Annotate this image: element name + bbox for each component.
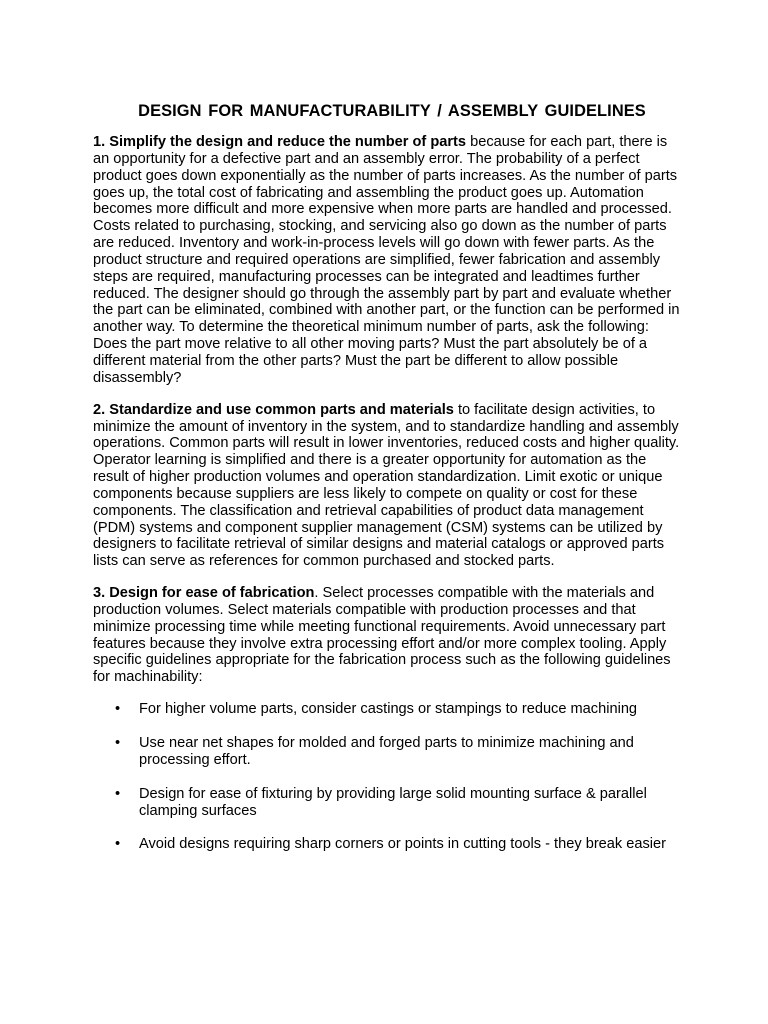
section-2-paragraph xyxy=(93,402,683,570)
list-item xyxy=(93,836,683,853)
list-item-text: Design for ease of fixturing by providing large solid mounting surface & parallel clamping surfaces xyxy=(139,785,647,819)
document-page xyxy=(93,102,683,870)
section-1-paragraph xyxy=(93,134,683,387)
section-2-heading: 2. Standardize and use common parts and materials xyxy=(93,401,454,418)
section-2-body: to facilitate design activities, to minimize the amount of inventory in the system, and to standardize handling and assembly operations. Common parts will result in lower inventories, reduced costs and higher quality. Operator learning is simplified and there is a greater opportunity for automation as the result of higher production volumes and operation standardization. Limit exotic or unique components because suppliers are less likely to compete on quality or cost for these components. The classification and retrieval capabilities of product data management (PDM) systems and component supplier management (CSM) systems can be utilized by designers to facilitate retrieval of similar designs and material catalogs or approved parts lists can serve as references for common purchased and stocked parts. xyxy=(93,401,680,570)
list-item xyxy=(93,735,683,769)
machinability-guidelines-list xyxy=(93,701,683,853)
bullet-icon: • xyxy=(115,785,121,802)
list-item-text: Use near net shapes for molded and forged parts to minimize machining and processing effort. xyxy=(139,735,634,768)
section-3-heading: 3. Design for ease of fabrication xyxy=(93,585,315,602)
list-item xyxy=(93,701,683,718)
section-1-body: because for each part, there is an opportunity for a defective part and an assembly error. The probability of a perfect product goes down exponentially as the number of parts increases. As the number of parts goes up, the total cost of fabricating and assembling the product goes up. Automation becomes more difficult and more expensive when more parts are handled and processed. Costs related to purchasing, stocking, and servicing also go down as the number of parts are reduced. Inventory and work-in-process levels will go down with fewer parts. As the product structure and required operations are simplified, fewer fabrication and assembly steps are required, manufacturing processes can be integrated and leadtimes further reduced. The designer should go through the assembly part by part and evaluate whether the part can be eliminated, combined with another part, or the function can be performed in another way. To determine the theoretical minimum number of parts, ask the following: Does the part move relative to all other moving parts? Must the part absolutely be of a different material from the other parts? Must the part be different to allow possible disassembly? xyxy=(93,134,680,386)
section-1-heading: 1. Simplify the design and reduce the number of parts xyxy=(93,134,467,150)
section-3-body: . Select processes compatible with the materials and production volumes. Select materials compatible with production processes and that minimize processing time while meeting functional requirements. Avoid unnecessary part features because they involve extra processing effort and/or more complex tooling. Apply specific guidelines appropriate for the fabrication process such as the following guidelines for machinability: xyxy=(93,585,671,686)
list-item-text: Avoid designs requiring sharp corners or points in cutting tools - they break easier xyxy=(139,836,667,853)
document-title: DESIGN FOR MANUFACTURABILITY / ASSEMBLY GUIDELINES xyxy=(138,102,646,120)
section-3-paragraph xyxy=(93,585,683,686)
bullet-icon: • xyxy=(115,735,121,751)
list-item-text: For higher volume parts, consider castings or stampings to reduce machining xyxy=(139,701,638,718)
bullet-icon: • xyxy=(115,701,121,718)
bullet-icon: • xyxy=(115,836,121,853)
list-item xyxy=(93,786,683,820)
